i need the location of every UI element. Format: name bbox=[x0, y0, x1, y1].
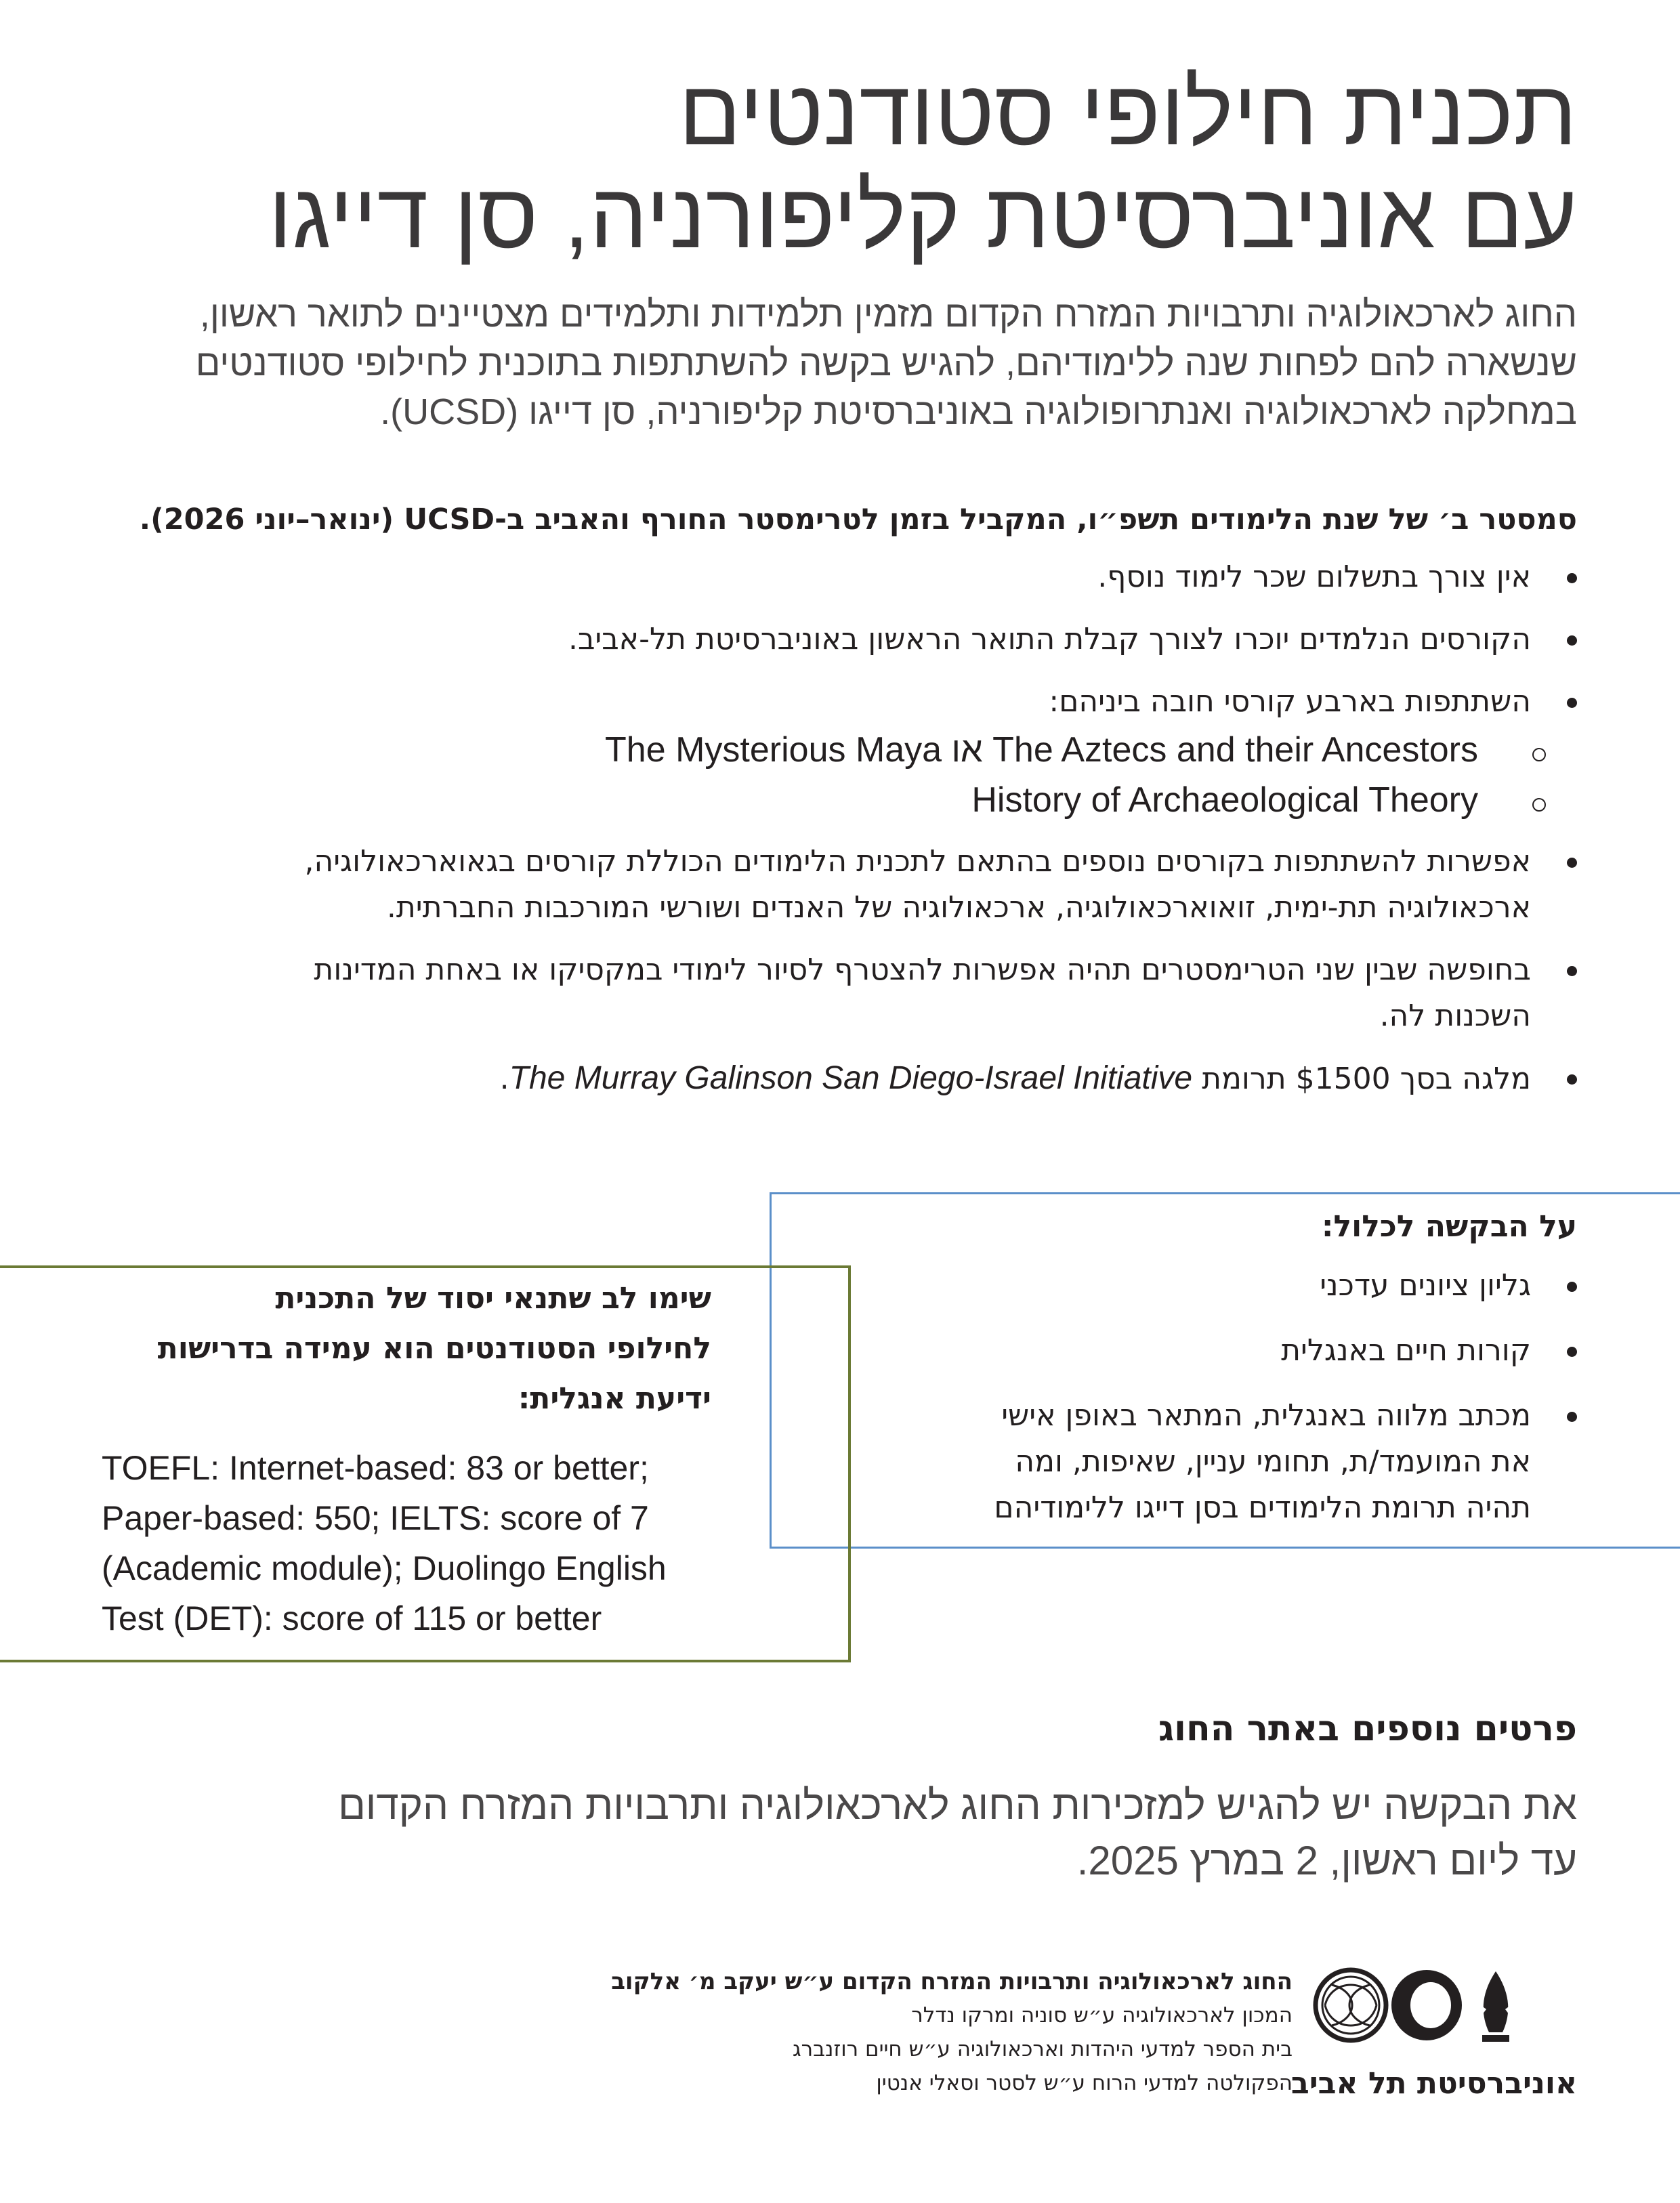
bullet-icon bbox=[1567, 1412, 1577, 1422]
intro-line-3: במחלקה לארכאולוגיה ואנתרופולוגיה באוניברסיטת קליפורניה, סן דייגו (UCSD). bbox=[380, 392, 1577, 432]
benefit-credit: הקורסים הנלמדים יוכרו לצורך קבלת התואר הראשון באוניברסיטת תל-אביב. bbox=[568, 622, 1531, 656]
list-item bbox=[854, 1263, 1531, 1309]
english-line-4: Test (DET): score of 115 or better bbox=[102, 1599, 602, 1637]
circle-bullet-icon bbox=[1532, 748, 1546, 761]
list-item bbox=[54, 839, 1531, 931]
benefit-tour-line-1: בחופשה שבין שני הטרימסטרים תהיה אפשרות להצטרף לסיור לימודי במקסיקו או באחת המדינות bbox=[314, 952, 1531, 987]
bullet-icon bbox=[1567, 966, 1577, 976]
list-item bbox=[54, 679, 1531, 825]
footer-department: החוג לארכאולוגיה ותרבויות המזרח הקדום ע״ש יעקב מ׳ אלקוב bbox=[611, 1968, 1293, 1995]
list-item bbox=[854, 1328, 1531, 1374]
benefit-no-tuition: אין צורך בתשלום שכר לימוד נוסף. bbox=[1097, 560, 1531, 594]
more-details-title: פרטים נוספים באתר החוג bbox=[1158, 1708, 1577, 1749]
english-line-1: TOEFL: Internet-based: 83 or better; bbox=[102, 1449, 649, 1487]
benefit-electives-line-1: אפשרות להשתתפות בקורסים נוספים בהתאם לתכנית הלימודים הכוללת קורסים בגאוארכאולוגיה, bbox=[304, 844, 1531, 879]
bullet-icon bbox=[1567, 573, 1577, 583]
deadline-line-1: את הבקשה יש להגיש למזכירות החוג לארכאולוגיה ותרבויות המזרח הקדום bbox=[338, 1782, 1577, 1828]
semester-heading: סמסטר ב׳ של שנת הלימודים תשפ״ו, המקביל בזמן לטרימסטר החורף והאביב ב-UCSD (ינואר–יוני 2026). bbox=[139, 503, 1577, 537]
flame-emblem-icon bbox=[1481, 1971, 1511, 2042]
ring-emblem-icon bbox=[1316, 1970, 1386, 2040]
bullet-icon bbox=[1567, 1074, 1577, 1085]
deadline-paragraph bbox=[154, 1778, 1577, 1889]
page-title bbox=[53, 61, 1577, 267]
list-item bbox=[854, 1393, 1531, 1531]
english-note-title-line-2: לחילופי הסטודנטים הוא עמידה בדרישות bbox=[157, 1331, 711, 1366]
course-aztecs: The Aztecs and their Ancestors bbox=[992, 730, 1478, 770]
list-item bbox=[54, 947, 1531, 1039]
intro-line-1: החוג לארכאולוגיה ותרבויות המזרח הקדום מזמין תלמידות ותלמידים מצטיינים לתואר ראשון, bbox=[199, 294, 1577, 335]
req-grades: גליון ציונים עדכני bbox=[1320, 1268, 1531, 1303]
footer-school: בית הספר למדעי היהדות וארכאולוגיה ע״ש חיים רוזנברג bbox=[792, 2037, 1293, 2061]
intro-paragraph bbox=[100, 290, 1577, 436]
program-benefits-list bbox=[54, 554, 1531, 1102]
req-letter-line-3: תהיה תרומת הלימודים בסן דייגו ללימודיהם bbox=[994, 1490, 1531, 1525]
sub-item-course-1 bbox=[54, 725, 1531, 775]
list-item bbox=[54, 1055, 1531, 1102]
bullet-icon bbox=[1567, 1347, 1577, 1357]
english-note-title bbox=[102, 1274, 711, 1424]
title-line-1: תכנית חילופי סטודנטים bbox=[678, 61, 1577, 164]
deadline-line-2: עד ליום ראשון, 2 במרץ 2025. bbox=[1076, 1838, 1577, 1883]
benefit-tour-line-2: השכנות לה. bbox=[1379, 999, 1531, 1033]
course-maya: The Mysterious Maya bbox=[605, 730, 942, 770]
benefit-courses: השתתפות בארבע קורסי חובה ביניהם: bbox=[1049, 684, 1531, 719]
benefit-electives-line-2: ארכאולוגיה תת-ימית, זואוארכאולוגיה, ארכאולוגיה של האנדים ושורשי המורכבות החברתית. bbox=[386, 890, 1531, 925]
course-theory: History of Archaeological Theory bbox=[971, 780, 1478, 820]
scholarship-donor: The Murray Galinson San Diego-Israel Initiative bbox=[509, 1060, 1193, 1096]
benefit-scholarship: מלגה בסך $1500 תרומת bbox=[1202, 1062, 1531, 1096]
bullet-icon bbox=[1567, 1282, 1577, 1292]
course-or: או bbox=[951, 730, 983, 770]
university-name: אוניברסיטת תל אביב bbox=[1290, 2066, 1577, 2101]
sub-item-course-2 bbox=[54, 775, 1531, 825]
bullet-icon bbox=[1567, 635, 1577, 646]
english-scores bbox=[102, 1443, 779, 1643]
bullet-icon bbox=[1567, 698, 1577, 708]
req-cv: קורות חיים באנגלית bbox=[1281, 1333, 1531, 1368]
footer-affiliations bbox=[611, 1965, 1293, 2100]
requirements-list bbox=[854, 1263, 1531, 1531]
req-letter-line-1: מכתב מלווה באנגלית, המתאר באופן אישי bbox=[1001, 1398, 1531, 1433]
scholarship-period: . bbox=[499, 1062, 509, 1096]
title-line-2: עם אוניברסיטת קליפורניה, סן דייגו bbox=[268, 164, 1577, 267]
english-line-3: (Academic module); Duolingo English bbox=[102, 1549, 667, 1587]
list-item bbox=[54, 554, 1531, 600]
thick-ring-icon bbox=[1391, 1970, 1462, 2040]
english-line-2: Paper-based: 550; IELTS: score of 7 bbox=[102, 1499, 649, 1537]
footer-faculty: הפקולטה למדעי הרוח ע״ש לסטר וסאלי אנטין bbox=[876, 2071, 1293, 2095]
req-letter-line-2: את המועמד/ת, תחומי עניין, שאיפות, ומה bbox=[1015, 1444, 1531, 1479]
list-item bbox=[54, 616, 1531, 663]
intro-line-2: שנשארה להם לפחות שנה ללימודיהם, להגיש בקשה להשתתפות בתוכנית לחילופי סטודנטים bbox=[195, 343, 1577, 383]
english-note-title-line-1: שימו לב שתנאי יסוד של התכנית bbox=[275, 1281, 711, 1316]
requirements-title: על הבקשה לכלול: bbox=[1321, 1209, 1577, 1244]
english-note-title-line-3: ידיעת אנגלית: bbox=[518, 1381, 711, 1416]
bullet-icon bbox=[1567, 858, 1577, 868]
footer-institute: המכון לארכאולוגיה ע״ש סוניה ומרקו נדלר bbox=[911, 2003, 1293, 2028]
circle-bullet-icon bbox=[1532, 798, 1546, 812]
